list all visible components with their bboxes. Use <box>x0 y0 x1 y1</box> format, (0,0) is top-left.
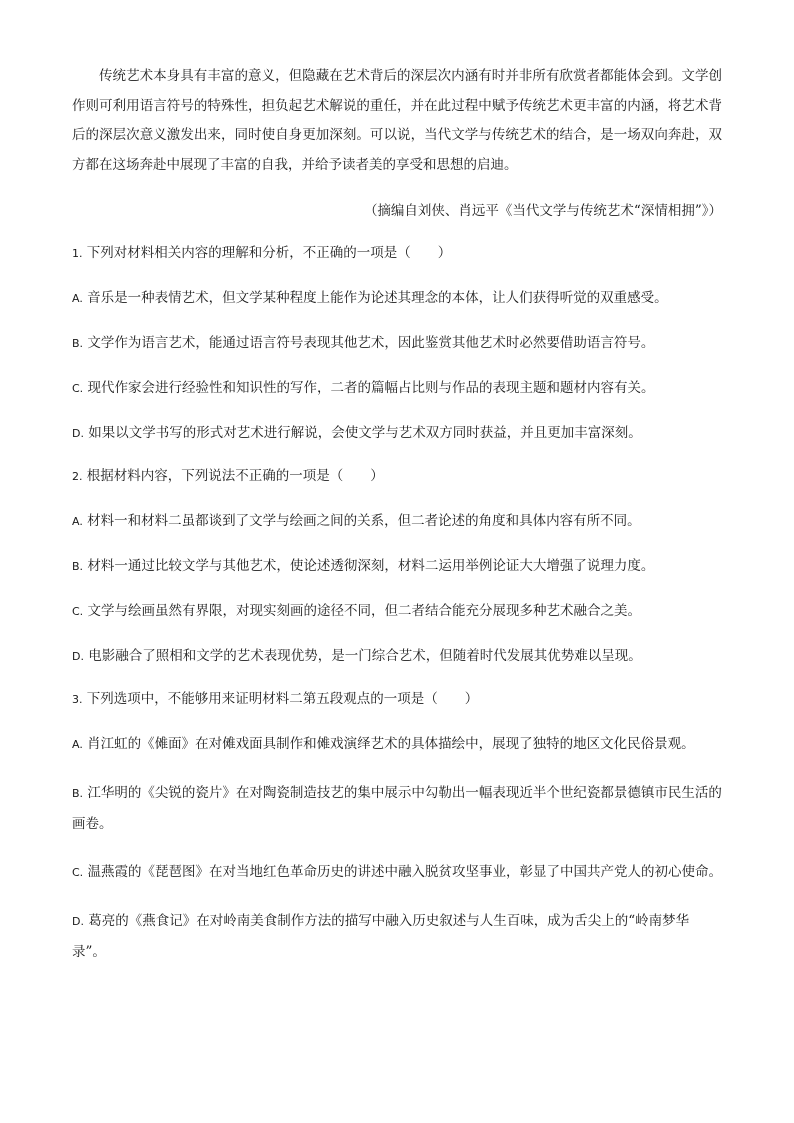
option-b <box>72 778 722 839</box>
option-letter: D. <box>72 650 84 663</box>
question-3 <box>72 688 722 967</box>
question-text: 根据材料内容，下列说法不正确的一项是（ ） <box>86 468 384 484</box>
option-b <box>72 555 722 578</box>
option-letter: B. <box>72 787 84 800</box>
option-a <box>72 287 722 310</box>
option-letter: D. <box>72 915 84 928</box>
option-a <box>72 510 722 533</box>
option-text: 电影融合了照相和文学的艺术表现优势，是一门综合艺术，但随着时代发展其优势难以呈现。 <box>88 648 642 664</box>
option-text: 肖江虹的《傩面》在对傩戏面具制作和傩戏演绎艺术的具体描绘中，展现了独特的地区文化民俗景观。 <box>87 736 695 752</box>
passage-paragraph: 传统艺术本身具有丰富的意义，但隐藏在艺术背后的深层次内涵有时并非所有欣赏者都能体会到。文学创作则可利用语言符号的特殊性，担负起艺术解说的重任，并在此过程中赋予传统艺术更丰富的内涵，将艺术背后的深层次意义激发出来，同时使自身更加深刻。可以说，当代文学与传统艺术的结合，是一场双向奔赴，双方都在这场奔赴中展现了丰富的自我，并给予读者美的享受和思想的启迪。 <box>72 68 722 173</box>
option-text: 材料一通过比较文学与其他艺术，使论述透彻深刻，材料二运用举例论证大大增强了说理力度。 <box>87 558 655 574</box>
option-letter: A. <box>72 515 83 528</box>
option-text: 现代作家会进行经验性和知识性的写作，二者的篇幅占比则与作品的表现主题和题材内容有关。 <box>87 380 655 396</box>
question-2 <box>72 465 722 668</box>
option-text: 材料一和材料二虽都谈到了文学与绘画之间的关系，但二者论述的角度和具体内容有所不同。 <box>87 513 641 529</box>
question-text: 下列选项中，不能够用来证明材料二第五段观点的一项是（ ） <box>86 691 479 707</box>
option-d <box>72 645 722 668</box>
question-stem <box>72 465 722 488</box>
option-text: 音乐是一种表情艺术，但文学某种程度上能作为论述其理念的本体，让人们获得听觉的双重感受。 <box>87 290 668 306</box>
option-c <box>72 857 722 888</box>
option-letter: C. <box>72 605 84 618</box>
option-a <box>72 729 722 760</box>
option-letter: B. <box>72 337 84 350</box>
question-1 <box>72 242 722 445</box>
option-letter: B. <box>72 560 84 573</box>
option-text: 葛亮的《燕食记》在对岭南美食制作方法的描写中融入历史叙述与人生百味，成为舌尖上的“岭南梦华录”。 <box>72 913 690 960</box>
option-letter: A. <box>72 738 83 751</box>
option-text: 文学与绘画虽然有界限，对现实刻画的途径不同，但二者结合能充分展现多种艺术融合之美。 <box>87 603 641 619</box>
question-stem <box>72 688 722 711</box>
option-letter: C. <box>72 382 84 395</box>
question-stem <box>72 242 722 265</box>
option-c <box>72 600 722 623</box>
question-number: 2. <box>72 470 83 483</box>
option-text: 文学作为语言艺术，能通过语言符号表现其他艺术，因此鉴赏其他艺术时必然要借助语言符号。 <box>87 335 655 351</box>
question-text: 下列对材料相关内容的理解和分析，不正确的一项是（ ） <box>86 245 452 261</box>
option-text: 江华明的《尖锐的瓷片》在对陶瓷制造技艺的集中展示中勾勒出一幅表现近半个世纪瓷都景德镇市民生活的画卷。 <box>72 785 722 832</box>
option-letter: D. <box>72 427 84 440</box>
option-letter: A. <box>72 292 83 305</box>
option-text: 温燕霞的《琵琶图》在对当地红色革命历史的讲述中融入脱贫攻坚事业，彰显了中国共产党人的初心使命。 <box>87 864 722 880</box>
option-b <box>72 332 722 355</box>
option-d <box>72 422 722 445</box>
passage-source: （摘编自刘侠、肖远平《当代文学与传统艺术“深情相拥”》） <box>363 203 722 219</box>
option-letter: C. <box>72 866 84 879</box>
question-number: 1. <box>72 247 83 260</box>
question-number: 3. <box>72 693 83 706</box>
option-c <box>72 377 722 400</box>
option-text: 如果以文学书写的形式对艺术进行解说，会使文学与艺术双方同时获益，并且更加丰富深刻。 <box>88 425 642 441</box>
option-d <box>72 906 722 967</box>
